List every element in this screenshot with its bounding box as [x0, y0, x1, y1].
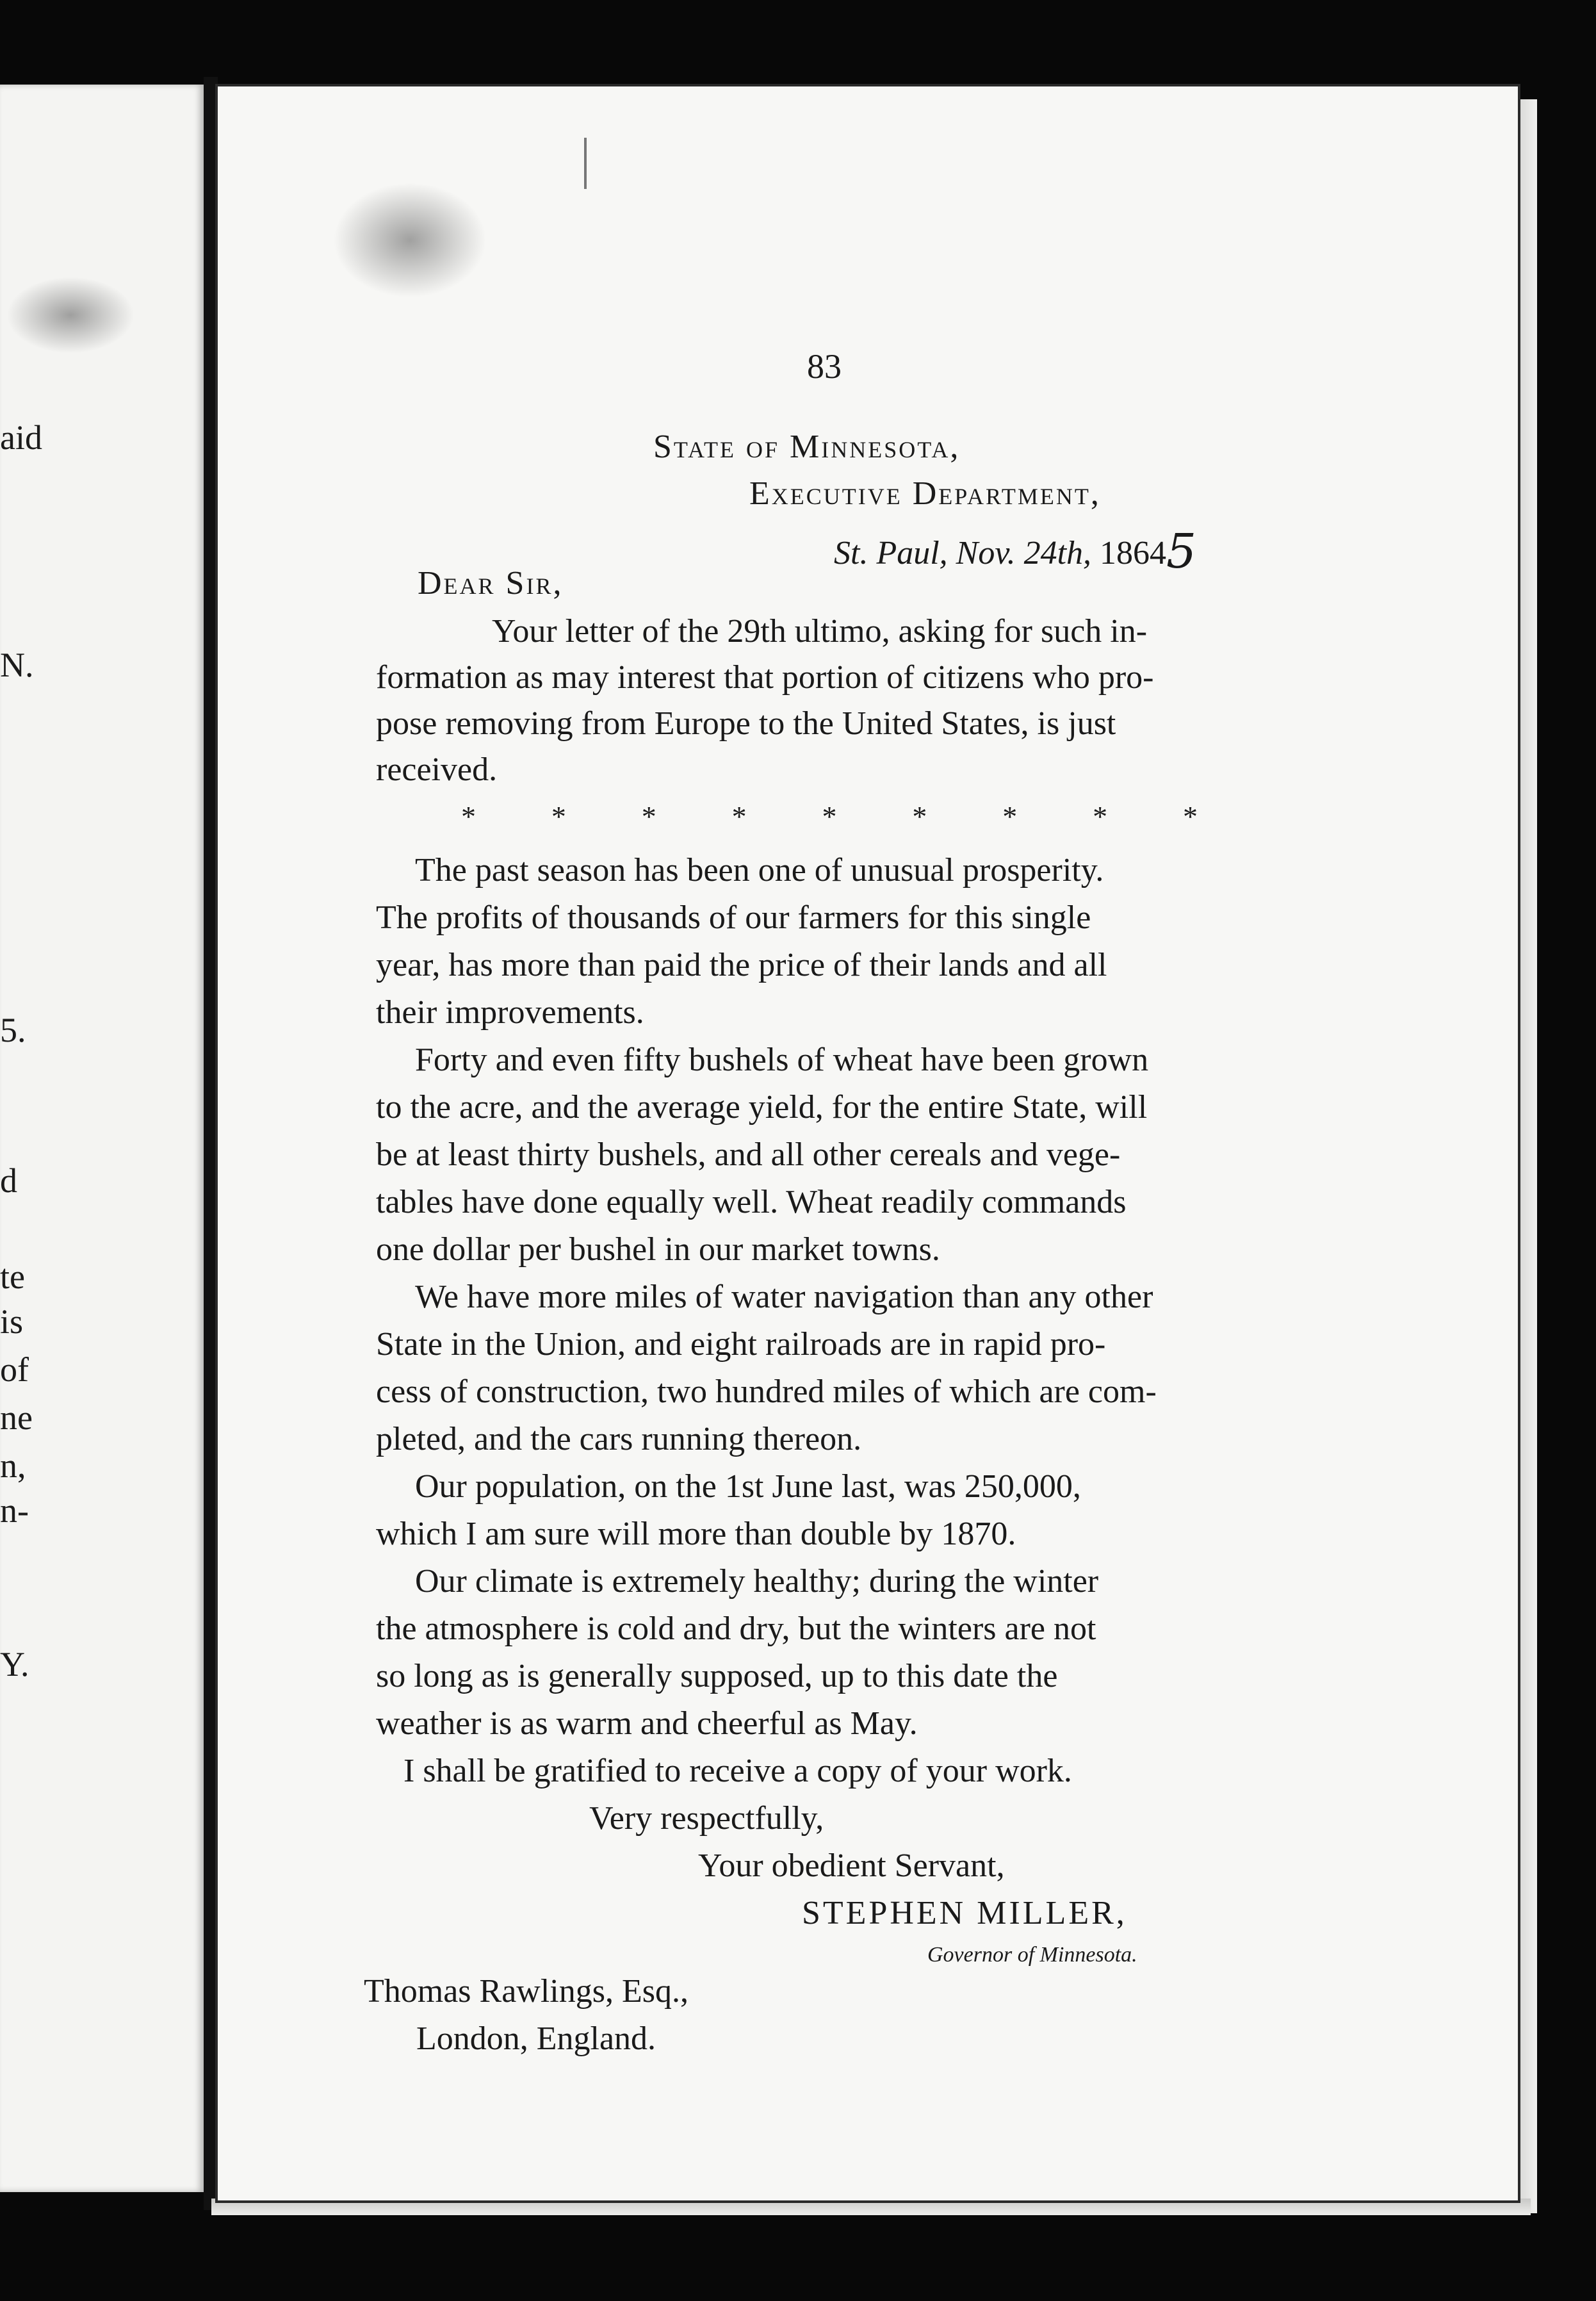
star: * — [551, 800, 566, 833]
star: * — [822, 800, 837, 833]
handwritten-year-correction: 5 — [1166, 524, 1197, 579]
dateline-year: 1864 — [1100, 535, 1167, 571]
page-edge — [211, 2199, 1531, 2215]
fragment-text: n, — [0, 1446, 26, 1485]
star: * — [912, 800, 927, 833]
body-line: tables have done equally well. Wheat readily commands — [376, 1184, 1127, 1220]
signatory-title: Governor of Minnesota. — [927, 1943, 1137, 1967]
salutation: Dear Sir, — [418, 565, 564, 602]
body-line: be at least thirty bushels, and all other cereals and vege- — [376, 1136, 1121, 1173]
fragment-text: N. — [0, 646, 34, 684]
facing-page-fragment — [0, 85, 204, 2192]
fragment-text: aid — [0, 418, 42, 457]
addressee-name: Thomas Rawlings, Esq., — [364, 1973, 688, 2010]
ellipsis-stars — [461, 799, 1198, 833]
fragment-text: ne — [0, 1398, 33, 1437]
dateline-text: St. Paul, Nov. 24th, — [834, 535, 1092, 571]
page-edge — [1518, 99, 1537, 2213]
body-line: so long as is generally supposed, up to this date the — [376, 1658, 1058, 1694]
body-line: weather is as warm and cheerful as May. — [376, 1705, 918, 1742]
body-line: State in the Union, and eight railroads are in rapid pro- — [376, 1326, 1106, 1363]
letterhead-state: State of Minnesota, — [653, 429, 961, 465]
intro-line: formation as may interest that portion of citizens who pro- — [376, 659, 1154, 696]
star: * — [731, 800, 747, 833]
body-line: to the acre, and the average yield, for the entire State, will — [376, 1089, 1148, 1126]
intro-line: Your letter of the 29th ultimo, asking for such in- — [492, 613, 1148, 650]
body-line: which I am sure will more than double by 1870. — [376, 1516, 1016, 1552]
star: * — [461, 800, 476, 833]
letterhead-department: Executive Department, — [749, 475, 1101, 512]
stain — [6, 277, 134, 354]
body-line: year, has more than paid the price of their lands and all — [376, 947, 1107, 983]
body-line: The past season has been one of unusual prosperity. — [415, 852, 1104, 888]
star: * — [641, 800, 656, 833]
fragment-text: n- — [0, 1491, 29, 1530]
body-line: We have more miles of water navigation than any other — [415, 1279, 1153, 1315]
signatory-name: STEPHEN MILLER, — [802, 1895, 1127, 1931]
closing-respectfully: Very respectfully, — [589, 1800, 824, 1837]
document-page — [218, 86, 1518, 2200]
body-line: pleted, and the cars running thereon. — [376, 1421, 862, 1457]
body-line: cess of construction, two hundred miles of which are com- — [376, 1373, 1157, 1410]
fragment-text: Y. — [0, 1645, 29, 1683]
dateline — [834, 524, 1197, 579]
star: * — [1002, 800, 1018, 833]
body-line: The profits of thousands of our farmers for this single — [376, 899, 1091, 936]
body-line: the atmosphere is cold and dry, but the winters are not — [376, 1610, 1096, 1647]
body-line: Our population, on the 1st June last, was 250,000, — [415, 1468, 1081, 1505]
fragment-text: is — [0, 1302, 24, 1341]
book-spine — [204, 77, 218, 2210]
body-line: I shall be gratified to receive a copy of your work. — [403, 1753, 1072, 1789]
star: * — [1183, 800, 1198, 833]
star: * — [1093, 800, 1108, 833]
fragment-text: te — [0, 1257, 25, 1296]
intro-line: received. — [376, 751, 498, 788]
fragment-text: d — [0, 1161, 17, 1200]
stain — [333, 183, 487, 298]
scratch-mark — [584, 138, 587, 189]
fragment-text: 5. — [0, 1011, 26, 1049]
body-line: one dollar per bushel in our market towns. — [376, 1231, 940, 1268]
intro-line: pose removing from Europe to the United States, is just — [376, 705, 1116, 742]
body-line: Forty and even fifty bushels of wheat have been grown — [415, 1042, 1149, 1078]
closing-servant: Your obedient Servant, — [698, 1847, 1005, 1884]
addressee-location: London, England. — [416, 2020, 656, 2057]
body-line: Our climate is extremely healthy; during the winter — [415, 1563, 1099, 1600]
body-line: their improvements. — [376, 994, 644, 1031]
fragment-text: of — [0, 1350, 29, 1389]
page-number: 83 — [807, 347, 842, 386]
